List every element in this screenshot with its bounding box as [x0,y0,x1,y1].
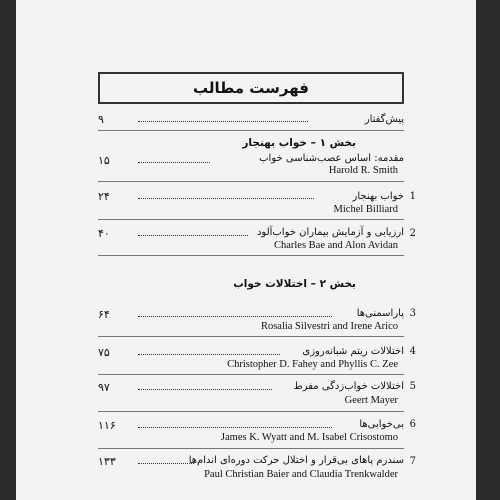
entry-number: 6 [409,419,416,430]
entry-title: ارزیابی و آزمایش بیماران خواب‌آلود [256,227,404,238]
section-heading: بخش ۱ – خواب بهنجار [242,137,356,149]
entry-leader [138,198,314,199]
entry-author: Charles Bae and Alon Avidan [273,240,398,251]
entry-number: 4 [409,346,416,357]
entry-page-number: ۱۵ [98,154,110,167]
entry-title: سندرم پاهای بی‌قرار و اختلال حرکت دوره‌ای اندام‌ها [188,455,404,466]
entry-title: اختلالات خواب‌زدگی مفرط [293,381,404,392]
preface-label: پیش‌گفتار [364,114,404,125]
entry-author: Rosalia Silvestri and Irene Arico [260,321,398,332]
divider [98,219,404,220]
preface-page-number: ۹ [98,113,104,126]
divider [98,411,404,412]
preface-leader [138,121,308,122]
entry-number: 5 [409,381,416,392]
entry-author: Christopher D. Fahey and Phyllis C. Zee [227,359,398,370]
entry-author: Paul Christian Baier and Claudia Trenkwalder [204,469,398,480]
entry-page-number: ۱۳۳ [98,455,116,468]
entry-leader [138,316,332,317]
entry-number: 1 [409,191,416,202]
entry-page-number: ۲۴ [98,190,110,203]
entry-author: Michel Billiard [333,204,398,215]
entry-number: 2 [409,228,416,239]
divider [98,374,404,375]
divider [98,255,404,256]
entry-leader [138,389,272,390]
entry-number: 7 [409,456,416,467]
entry-leader [138,235,248,236]
entry-leader [138,463,194,464]
entry-page-number: ۴۰ [98,227,110,240]
entry-title: خواب بهنجار [352,191,404,202]
entry-leader [138,427,332,428]
divider [98,130,404,131]
entry-number: 3 [409,308,416,319]
entry-page-number: ۱۱۶ [98,419,116,432]
entry-page-number: ۶۴ [98,308,110,321]
page-title: فهرست مطالب [98,72,404,104]
section-heading: بخش ۲ – اختلالات خواب [233,278,356,290]
entry-author: Harold R. Smith [328,165,398,176]
divider [98,448,404,449]
entry-page-number: ۷۵ [98,346,110,359]
entry-author: James K. Wyatt and M. Isabel Crisostomo [220,432,398,443]
entry-page-number: ۹۷ [98,381,110,394]
divider [98,181,404,182]
entry-leader [138,354,280,355]
entry-title: پاراسمنی‌ها [356,308,404,319]
entry-leader [138,162,210,163]
entry-title: مقدمه: اساس عصب‌شناسی خواب [259,153,404,164]
entry-title: بی‌خوابی‌ها [359,419,404,430]
divider [98,336,404,337]
entry-author: Geert Mayer [344,395,398,406]
book-page [16,0,476,500]
entry-title: اختلالات ریتم شبانه‌روزی [302,346,404,357]
